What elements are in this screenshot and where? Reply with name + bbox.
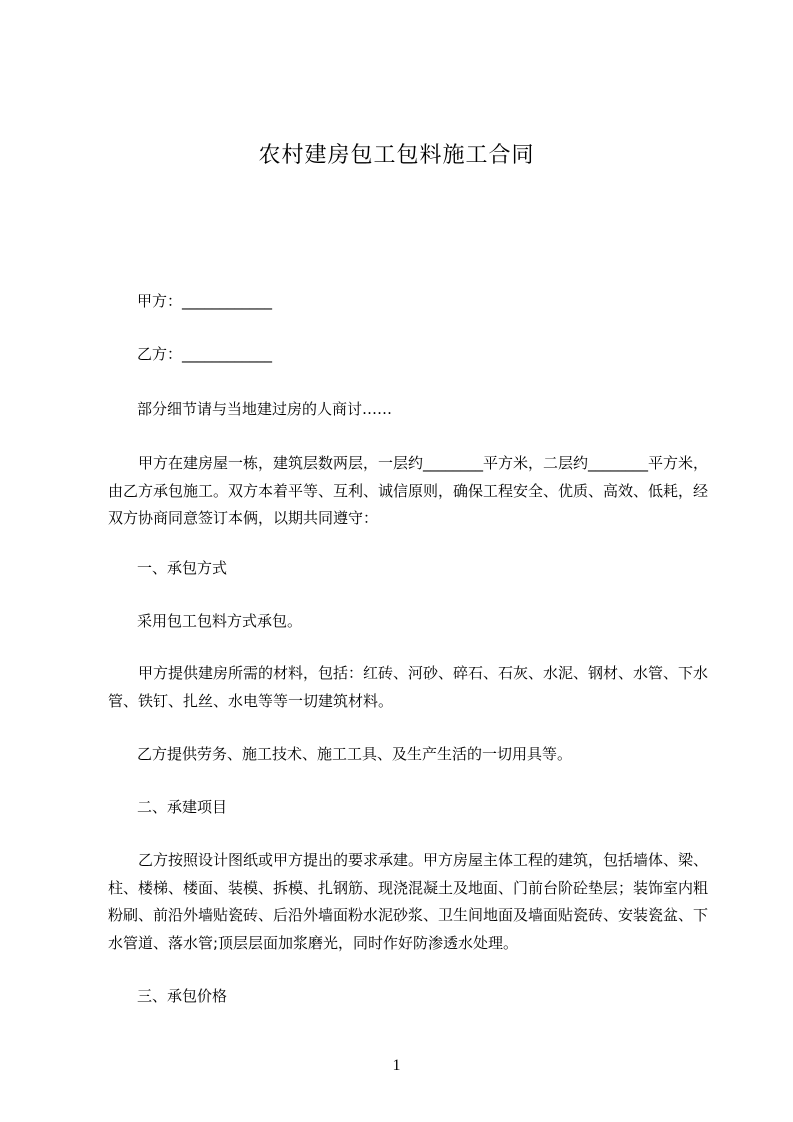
section-1-paragraph-3: 乙方提供劳务、施工技术、施工工具、及生产生活的一切用具等。	[137, 745, 573, 763]
section-2-heading: 二、承建项目	[137, 798, 228, 816]
party-b-line: 乙方：____________	[137, 345, 273, 363]
section-1-paragraph-2: 甲方提供建房所需的材料，包括：红砖、河砂、碎石、石灰、水泥、钢材、水管、下水管、铁钉、扎丝、水电等等一切建筑材料。	[108, 664, 709, 710]
contract-title: 农村建房包工包料施工合同	[258, 143, 535, 168]
section-1-heading: 一、承包方式	[137, 559, 228, 577]
page-number: 1	[392, 1057, 401, 1074]
intro-paragraph: 甲方在建房屋一栋，建筑层数两层，一层约________平方米，二层约________平方米，由乙方承包施工。双方本着平等、互利、诚信原则，确保工程安全、优质、高效、低耗，经双方协商同意签订本俩，以期共同遵守：	[108, 454, 709, 527]
section-1-paragraph-1: 采用包工包料方式承包。	[137, 612, 303, 630]
consult-note: 部分细节请与当地建过房的人商讨……	[137, 400, 393, 418]
party-a-line: 甲方：____________	[137, 292, 273, 310]
section-2-paragraph-1: 乙方按照设计图纸或甲方提出的要求承建。甲方房屋主体工程的建筑，包括墙体、梁、柱、楼梯、楼面、装模、拆模、扎钢筋、现浇混凝土及地面、门前台阶砼垫层；装饰室内粗粉刷、前沿外墙贴瓷砖、后沿外墙面粉水泥砂浆、卫生间地面及墙面贴瓷砖、安装瓷盆、下水管道、落水管;顶层层面加浆磨光，同时作好防渗透水处理。	[108, 851, 709, 952]
section-3-heading: 三、承包价格	[137, 987, 228, 1005]
